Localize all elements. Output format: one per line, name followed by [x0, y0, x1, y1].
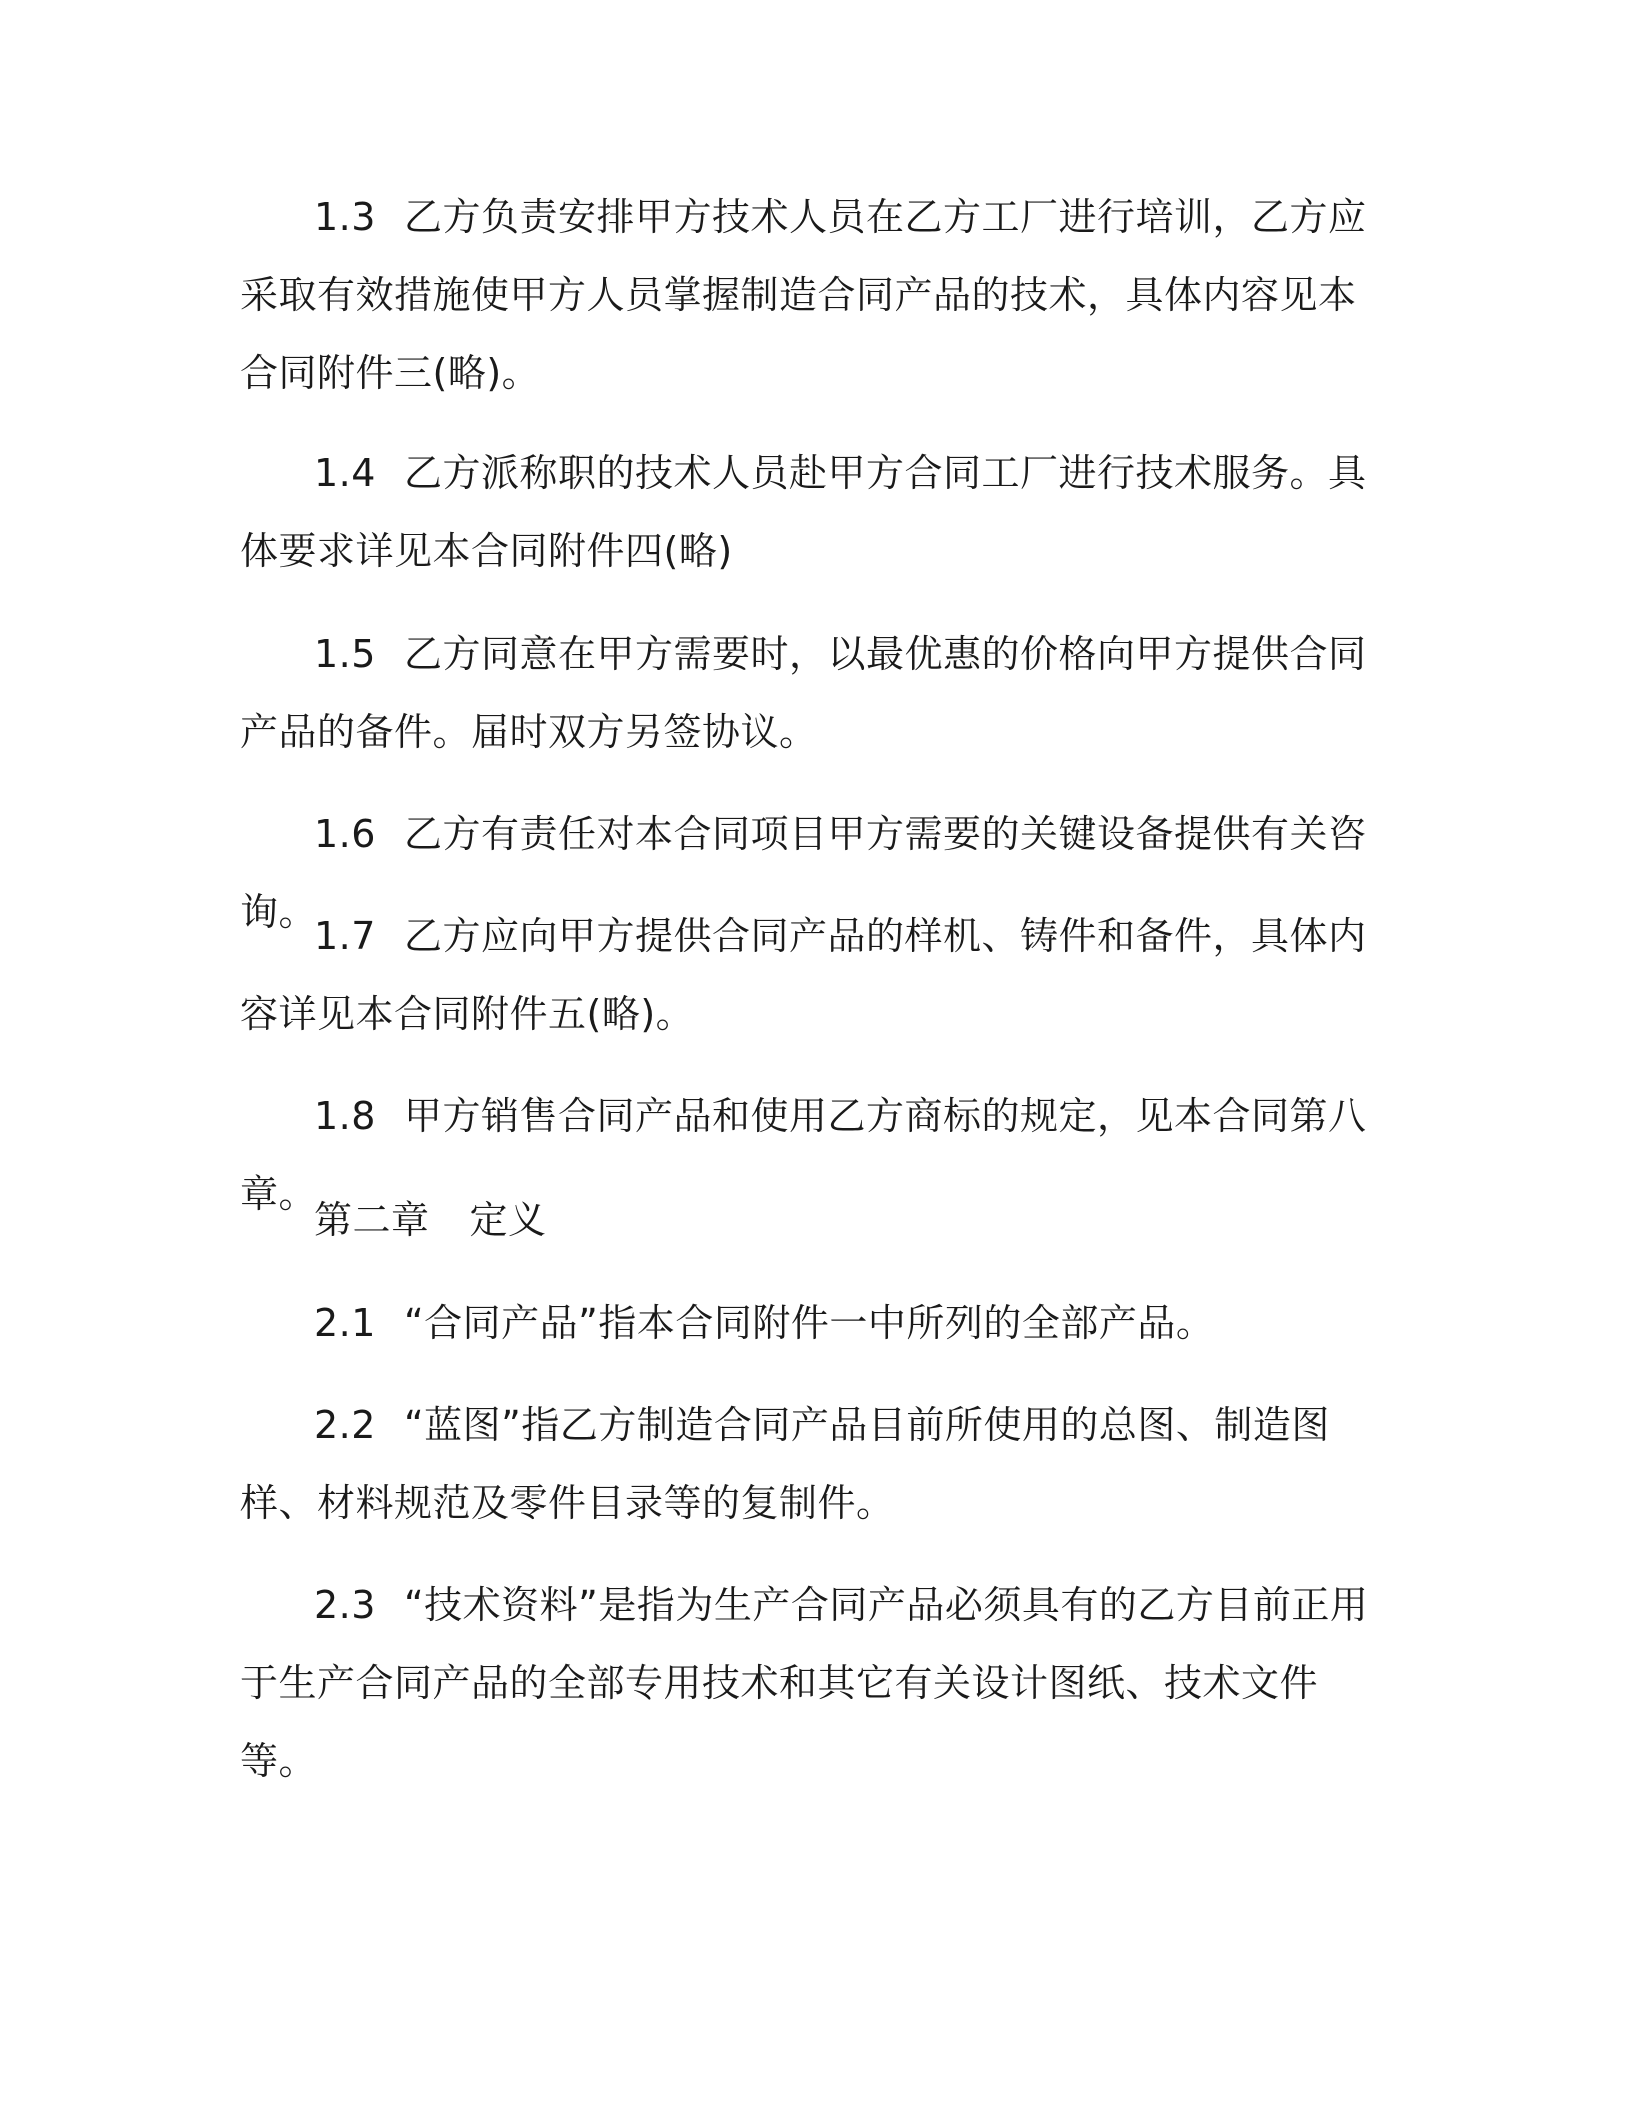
clause-1-4	[240, 434, 1390, 590]
clause-number: 2.3	[314, 1583, 376, 1627]
clause-1-3	[240, 178, 1390, 412]
clause-number: 1.6	[314, 812, 376, 856]
clause-text: “技术资料”是指为生产合同产品必须具有的乙方目前正用于生产合同产品的全部专用技术和其它有关设计图纸、技术文件等。	[240, 1583, 1369, 1783]
clause-number: 1.4	[314, 451, 376, 495]
chapter-label: 第二章	[314, 1198, 430, 1242]
clause-number: 2.1	[314, 1301, 376, 1345]
clause-text: “合同产品”指本合同附件一中所列的全部产品。	[404, 1301, 1215, 1345]
clause-number: 1.5	[314, 632, 376, 676]
clause-number: 1.3	[314, 195, 376, 239]
clause-number: 1.8	[314, 1094, 376, 1138]
clause-text: 乙方有责任对本合同项目甲方需要的关键设备提供有关咨询。	[240, 812, 1367, 934]
clause-text: 甲方销售合同产品和使用乙方商标的规定，见本合同第八章。	[240, 1094, 1367, 1216]
definition-2-2	[240, 1386, 1390, 1542]
clause-1-5	[240, 615, 1390, 771]
clause-number: 2.2	[314, 1403, 376, 1447]
chapter-heading	[240, 1181, 1390, 1259]
definition-2-1	[240, 1284, 1390, 1362]
clause-number: 1.7	[314, 914, 376, 958]
definition-2-3	[240, 1566, 1390, 1800]
clause-1-7	[240, 897, 1390, 1053]
clause-text: 乙方负责安排甲方技术人员在乙方工厂进行培训，乙方应采取有效措施使甲方人员掌握制造合同产品的技术，具体内容见本合同附件三(略)。	[240, 195, 1367, 395]
clause-text: “蓝图”指乙方制造合同产品目前所使用的总图、制造图样、材料规范及零件目录等的复制件。	[240, 1403, 1330, 1525]
clause-text: 乙方派称职的技术人员赴甲方合同工厂进行技术服务。具体要求详见本合同附件四(略)	[240, 451, 1367, 573]
clause-text: 乙方应向甲方提供合同产品的样机、铸件和备件，具体内容详见本合同附件五(略)。	[240, 914, 1367, 1036]
clause-text: 乙方同意在甲方需要时，以最优惠的价格向甲方提供合同产品的备件。届时双方另签协议。	[240, 632, 1367, 754]
chapter-title: 定义	[469, 1198, 547, 1242]
